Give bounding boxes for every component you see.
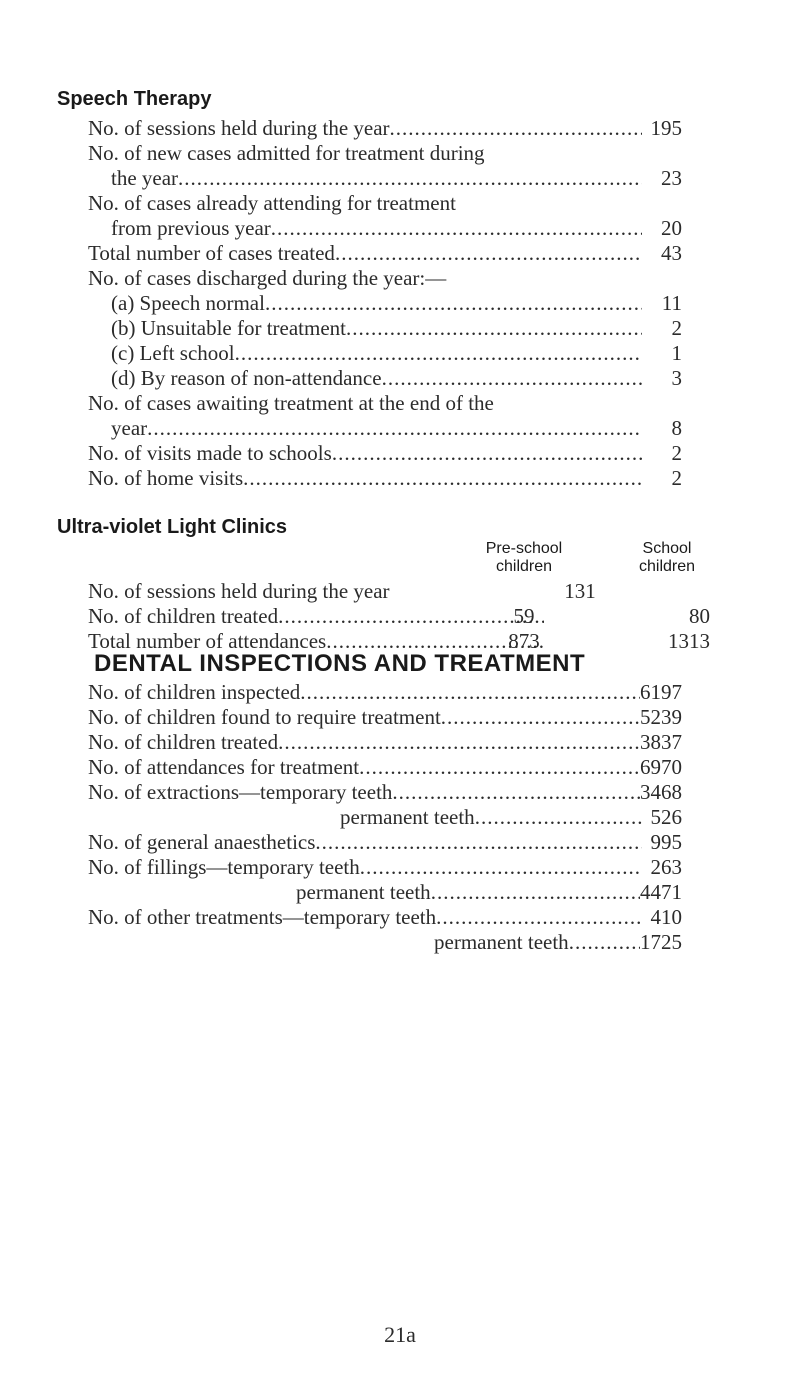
row-label: No. of home visits: [88, 466, 244, 490]
uv-col-school: School children: [638, 540, 696, 575]
row-value: 20: [661, 216, 682, 240]
uv-clinics-title: Ultra-violet Light Clinics: [57, 516, 288, 538]
row-value: 1: [671, 341, 682, 365]
row-value: 195: [650, 116, 682, 140]
uv-row-children-treated: [88, 604, 544, 628]
row-label: permanent teeth: [434, 930, 569, 954]
row-value: 11: [661, 291, 682, 315]
row-label: No. of attendances for treatment: [88, 755, 360, 779]
row-label: No. of sessions held during the year: [88, 116, 390, 140]
row-label: (c) Left school: [111, 341, 235, 365]
uv-col-preschool: Pre-school children: [485, 540, 563, 575]
row-value: 6970: [640, 755, 682, 779]
dental-row-fillings-permanent: [296, 880, 682, 904]
row-label: (a) Speech normal: [111, 291, 265, 315]
uv-row-children-treated-school: 80: [689, 604, 710, 628]
row-label: (b) Unsuitable for treatment: [111, 316, 346, 340]
speech-row-already-attending-line1: No. of cases already attending for treatment: [88, 191, 456, 215]
speech-row-non-attendance: [111, 366, 682, 390]
row-label: Total number of attendances: [88, 629, 327, 653]
uv-row-children-treated-preschool: 59: [513, 604, 535, 628]
speech-row-discharged-heading: No. of cases discharged during the year:—: [88, 266, 447, 290]
row-value: 1725: [640, 930, 682, 954]
row-value: 526: [650, 805, 682, 829]
row-label: No. of general anaesthetics: [88, 830, 316, 854]
row-value: 5239: [640, 705, 682, 729]
uv-row-attendances-school: 1313: [668, 629, 710, 653]
dental-title: DENTAL INSPECTIONS AND TREATMENT: [94, 650, 586, 677]
dental-row-attendances: [88, 755, 682, 779]
row-value: 8: [671, 416, 682, 440]
dental-row-fillings-temporary: [88, 855, 682, 879]
row-label: No. of children inspected: [88, 680, 301, 704]
speech-row-new-cases-line1: No. of new cases admitted for treatment during: [88, 141, 485, 165]
row-label: No. of children treated: [88, 604, 279, 628]
dental-row-extractions-permanent: [340, 805, 682, 829]
row-value: 2: [671, 316, 682, 340]
uv-row-sessions-label: No. of sessions held during the year: [88, 579, 390, 603]
speech-row-new-cases: [111, 166, 682, 190]
row-value: 3468: [640, 780, 682, 804]
dental-row-other-temporary: [88, 905, 682, 929]
row-value: 23: [661, 166, 682, 190]
dental-row-anaesthetics: [88, 830, 682, 854]
row-label: No. of children found to require treatment: [88, 705, 441, 729]
speech-row-awaiting: [111, 416, 682, 440]
dental-row-treated: [88, 730, 682, 754]
row-value: 263: [650, 855, 682, 879]
row-label: Total number of cases treated: [88, 241, 335, 265]
speech-row-already-attending: [111, 216, 682, 240]
dental-row-require-treatment: [88, 705, 682, 729]
speech-row-speech-normal: [111, 291, 682, 315]
row-label: the year: [111, 166, 179, 190]
speech-row-total-treated: [88, 241, 682, 265]
speech-row-left-school: [111, 341, 682, 365]
row-value: 2: [671, 466, 682, 490]
row-value: 2: [671, 441, 682, 465]
row-label: year: [111, 416, 148, 440]
row-label: permanent teeth: [340, 805, 475, 829]
speech-row-awaiting-line1: No. of cases awaiting treatment at the end of the: [88, 391, 494, 415]
speech-row-unsuitable: [111, 316, 682, 340]
uv-row-attendances-preschool: 873: [508, 629, 540, 653]
row-value: 6197: [640, 680, 682, 704]
speech-row-school-visits: [88, 441, 682, 465]
speech-row-sessions: [88, 116, 682, 140]
dental-row-extractions-temporary: [88, 780, 682, 804]
row-label: No. of other treatments—temporary teeth: [88, 905, 437, 929]
row-value: 3: [671, 366, 682, 390]
row-label: permanent teeth: [296, 880, 431, 904]
row-value: 410: [650, 905, 682, 929]
dental-row-other-permanent: [434, 930, 682, 954]
row-label: No. of visits made to schools: [88, 441, 332, 465]
row-value: 3837: [640, 730, 682, 754]
row-value: 995: [650, 830, 682, 854]
row-label: (d) By reason of non-attendance: [111, 366, 382, 390]
row-value: 43: [661, 241, 682, 265]
speech-row-home-visits: [88, 466, 682, 490]
uv-row-sessions-value: 131: [564, 579, 596, 603]
row-label: from previous year: [111, 216, 271, 240]
page-number: 21a: [384, 1322, 416, 1347]
row-label: No. of extractions—temporary teeth: [88, 780, 393, 804]
row-value: 4471: [640, 880, 682, 904]
speech-therapy-title: Speech Therapy: [57, 88, 212, 110]
row-label: No. of children treated: [88, 730, 279, 754]
dental-row-inspected: [88, 680, 682, 704]
row-label: No. of fillings—temporary teeth: [88, 855, 360, 879]
